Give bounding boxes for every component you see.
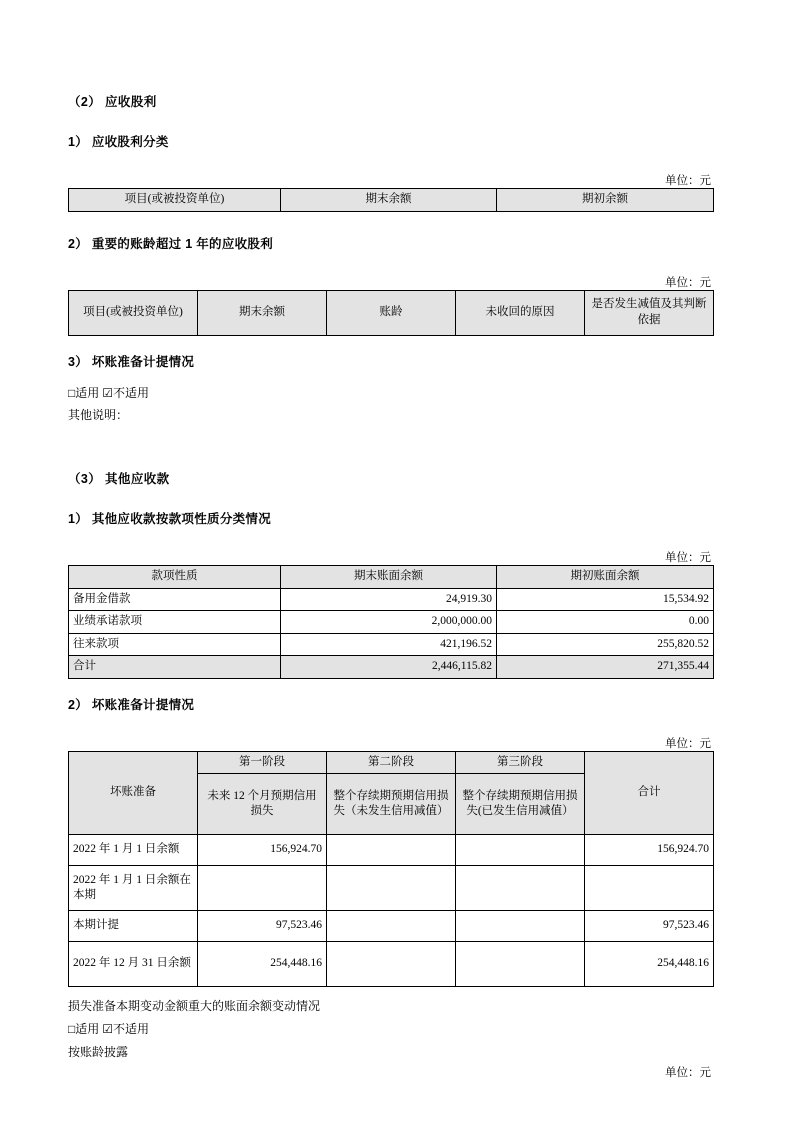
table-row-total (69, 656, 714, 679)
col-header-item: 项目(或被投资单位) (69, 189, 281, 212)
table-row (69, 611, 714, 634)
col-header-ending-book-balance: 期末账面余额 (281, 566, 497, 589)
applicable-checkbox-line-1[interactable]: □适用 ☑不适用 (68, 385, 150, 400)
cell-stage-3 (456, 942, 585, 987)
cell-stage-1 (198, 866, 327, 911)
col-header-stage-2: 第二阶段 (327, 751, 456, 774)
cell-stage-2 (327, 942, 456, 987)
cell-beginning: 255,820.52 (497, 633, 714, 656)
col-header-nature: 款项性质 (69, 566, 281, 589)
row-label: 2022 年 1 月 1 日余额 (69, 835, 198, 866)
table-header-row (69, 189, 714, 212)
unit-label-3: 单位：元 (665, 552, 711, 565)
section-heading-other-receivables: （3） 其他应收款 (68, 472, 170, 487)
col-header-beginning-book-balance: 期初账面余额 (497, 566, 714, 589)
unit-label-5: 单位：元 (665, 1066, 711, 1079)
table-other-receivables-by-nature (68, 565, 714, 679)
cell-stage-3 (456, 866, 585, 911)
cell-stage-1: 156,924.70 (198, 835, 327, 866)
cell-nature: 备用金借款 (69, 588, 281, 611)
col-header-item: 项目(或被投资单位) (69, 290, 198, 335)
col-header-total: 合计 (585, 751, 714, 835)
table-row (69, 588, 714, 611)
table-bad-debt-provision-stages (68, 751, 714, 988)
cell-beginning: 15,534.92 (497, 588, 714, 611)
section-heading-dividends-receivable: （2） 应收股利 (68, 95, 157, 109)
cell-ending-total: 2,446,115.82 (281, 656, 497, 679)
unit-label-1: 单位：元 (665, 175, 711, 187)
table-row (69, 633, 714, 656)
cell-stage-3 (456, 911, 585, 942)
col-header-stage-3: 第三阶段 (456, 751, 585, 774)
table-header-row (69, 566, 714, 589)
col-header-bad-debt-provision: 坏账准备 (69, 751, 198, 835)
table-dividends-classification (68, 188, 714, 212)
cell-ending: 24,919.30 (281, 588, 497, 611)
other-note-label-1: 其他说明： (68, 408, 129, 423)
col-header-reason: 未收回的原因 (456, 290, 585, 335)
cell-stage-1: 254,448.16 (198, 942, 327, 987)
note-loss-provision-change: 损失准备本期变动金额重大的账面余额变动情况 (68, 999, 321, 1014)
cell-beginning-total: 271,355.44 (497, 656, 714, 679)
page-content (68, 92, 713, 1080)
cell-nature-total: 合计 (69, 656, 281, 679)
cell-total: 254,448.16 (585, 942, 714, 987)
row-label: 本期计提 (69, 911, 198, 942)
row-label: 2022 年 1 月 1 日余额在本期 (69, 866, 198, 911)
cell-ending: 421,196.52 (281, 633, 497, 656)
subheading-dividends-classification: 1） 应收股利分类 (68, 135, 169, 149)
subheading-bad-debt-provision-1: 3） 坏账准备计提情况 (68, 354, 195, 369)
table-row (69, 866, 714, 911)
subheading-dividends-over-one-year: 2） 重要的账龄超过 1 年的应收股利 (68, 236, 274, 251)
subheading-bad-debt-provision-2: 2） 坏账准备计提情况 (68, 697, 195, 712)
cell-stage-2 (327, 835, 456, 866)
table-row (69, 835, 714, 866)
cell-beginning: 0.00 (497, 611, 714, 634)
col-header-aging: 账龄 (327, 290, 456, 335)
cell-stage-2 (327, 911, 456, 942)
row-label: 2022 年 12 月 31 日余额 (69, 942, 198, 987)
table-dividends-over-one-year (68, 290, 714, 336)
table-header-row (69, 290, 714, 335)
col-header-ending-balance: 期末余额 (198, 290, 327, 335)
col-subheader-stage-2: 整个存续期预期信用损失（未发生信用减值） (327, 774, 456, 835)
table-row (69, 911, 714, 942)
cell-stage-2 (327, 866, 456, 911)
applicable-checkbox-line-2[interactable]: □适用 ☑不适用 (68, 1022, 150, 1036)
cell-nature: 往来款项 (69, 633, 281, 656)
cell-nature: 业绩承诺款项 (69, 611, 281, 634)
subheading-other-receivables-by-nature: 1） 其他应收款按款项性质分类情况 (68, 512, 272, 527)
note-aging-disclosure: 按账龄披露 (68, 1044, 129, 1059)
cell-stage-3 (456, 835, 585, 866)
unit-label-2: 单位：元 (665, 276, 711, 289)
cell-total (585, 866, 714, 911)
cell-total: 97,523.46 (585, 911, 714, 942)
col-header-beginning-balance: 期初余额 (497, 189, 714, 212)
col-header-impairment-basis: 是否发生减值及其判断依据 (585, 290, 714, 335)
cell-ending: 2,000,000.00 (281, 611, 497, 634)
table-header-row-top (69, 751, 714, 774)
col-header-stage-1: 第一阶段 (198, 751, 327, 774)
col-subheader-stage-1: 未来 12 个月预期信用损失 (198, 774, 327, 835)
unit-label-4: 单位：元 (665, 737, 711, 750)
table-row (69, 942, 714, 987)
col-subheader-stage-3: 整个存续期预期信用损失(已发生信用减值） (456, 774, 585, 835)
col-header-ending-balance: 期末余额 (281, 189, 497, 212)
cell-stage-1: 97,523.46 (198, 911, 327, 942)
cell-total: 156,924.70 (585, 835, 714, 866)
